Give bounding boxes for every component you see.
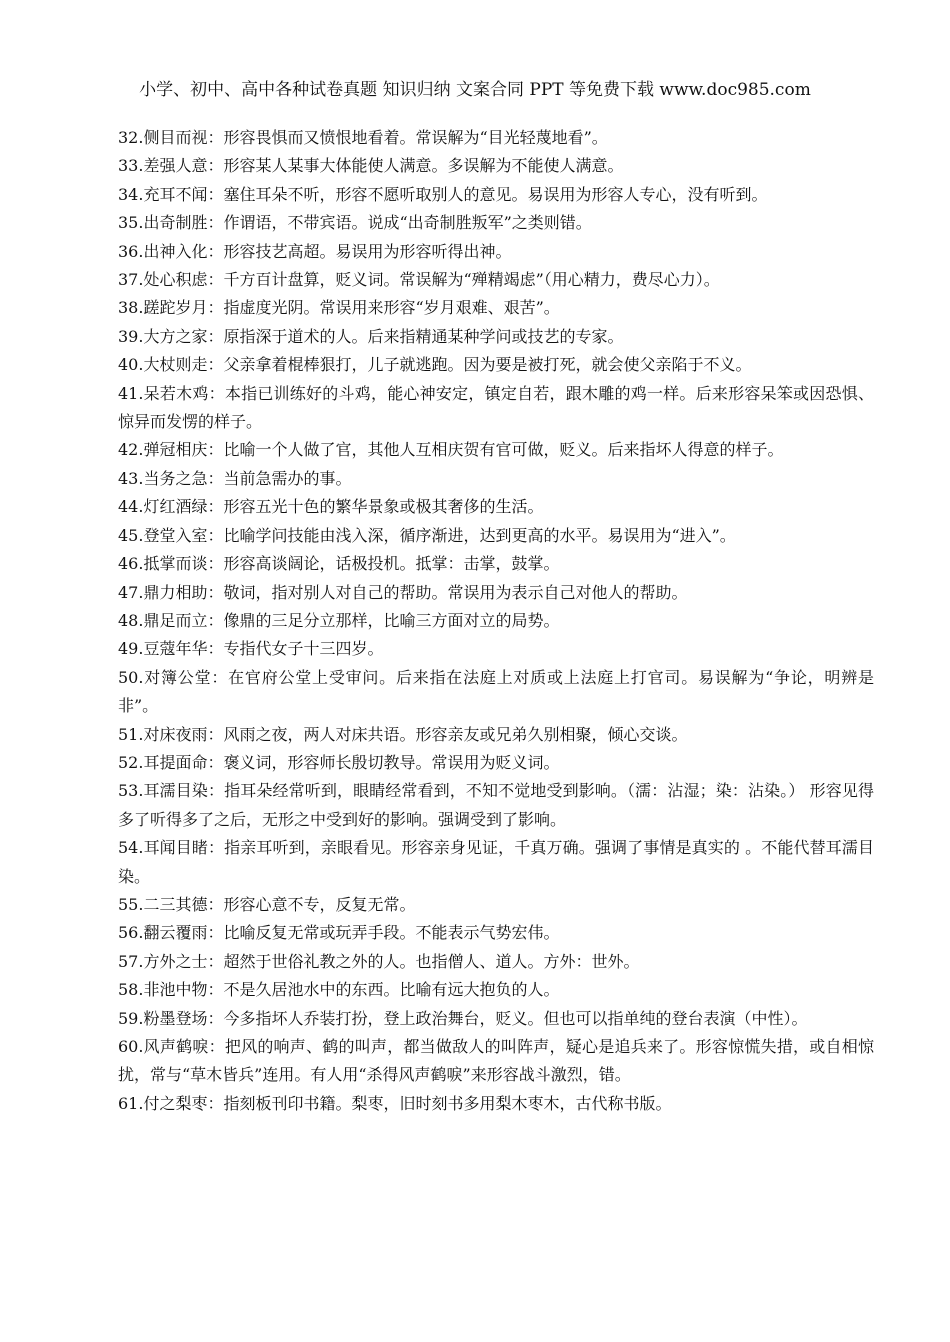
idiom-entry: 45.登堂入室：比喻学问技能由浅入深，循序渐进，达到更高的水平。易误用为“进入”。 [118, 525, 736, 545]
idiom-entry: 49.豆蔻年华：专指代女子十三四岁。 [118, 639, 384, 659]
idiom-entry: 33.差强人意：形容某人某事大体能使人满意。多误解为不能使人满意。 [118, 156, 624, 176]
idiom-entry: 40.大杖则走：父亲拿着棍棒狠打，儿子就逃跑。因为要是被打死，就会使父亲陷于不义。 [118, 355, 752, 375]
idiom-entry: 36.出神入化：形容技艺高超。易误用为形容听得出神。 [118, 241, 512, 261]
idiom-entry: 60.风声鹤唳：把风的响声、鹤的叫声，都当做敌人的叫阵声，疑心是追兵来了。形容惊慌失措，或自相惊扰，常与“草木皆兵”连用。有人用“杀得风声鹤唳”来形容战斗激烈，错。 [118, 1037, 874, 1085]
idiom-entry: 43.当务之急：当前急需办的事。 [118, 468, 352, 488]
idiom-entry: 48.鼎足而立：像鼎的三足分立那样，比喻三方面对立的局势。 [118, 610, 560, 630]
idiom-entry: 53.耳濡目染：指耳朵经常听到，眼睛经常看到，不知不觉地受到影响。（濡：沾湿；染：沾染。） 形容见得多了听得多了之后，无形之中受到好的影响。强调受到了影响。 [118, 781, 874, 829]
idiom-list [118, 124, 874, 1118]
idiom-entry: 55.二三其德：形容心意不专，反复无常。 [118, 894, 416, 914]
idiom-entry: 52.耳提面命：褒义词，形容师长殷切教导。常误用为贬义词。 [118, 752, 560, 772]
idiom-entry: 44.灯红酒绿：形容五光十色的繁华景象或极其奢侈的生活。 [118, 497, 544, 517]
idiom-entry: 32.侧目而视：形容畏惧而又愤恨地看着。常误解为“目光轻蔑地看”。 [118, 128, 608, 147]
idiom-entry: 61.付之梨枣：指刻板刊印书籍。梨枣，旧时刻书多用梨木枣木，古代称书版。 [118, 1093, 672, 1113]
idiom-entry: 51.对床夜雨：风雨之夜，两人对床共语。形容亲友或兄弟久别相聚，倾心交谈。 [118, 724, 688, 744]
idiom-entry: 39.大方之家：原指深于道术的人。后来指精通某种学问或技艺的专家。 [118, 326, 624, 346]
idiom-entry: 35.出奇制胜：作谓语，不带宾语。说成“出奇制胜叛军”之类则错。 [118, 213, 592, 233]
idiom-entry: 56.翻云覆雨：比喻反复无常或玩弄手段。不能表示气势宏伟。 [118, 923, 560, 943]
idiom-entry: 57.方外之士：超然于世俗礼教之外的人。也指僧人、道人。方外：世外。 [118, 951, 640, 971]
idiom-entry: 37.处心积虑：千方百计盘算，贬义词。常误解为“殚精竭虑”（用心精力，费尽心力）。 [118, 270, 720, 290]
idiom-entry: 50.对簿公堂：在官府公堂上受审问。后来指在法庭上对质或上法庭上打官司。易误解为“争论，明辨是非”。 [118, 667, 874, 716]
idiom-entry: 46.抵掌而谈：形容高谈阔论，话极投机。抵掌：击掌，鼓掌。 [118, 554, 560, 574]
idiom-entry: 47.鼎力相助：敬词，指对别人对自己的帮助。常误用为表示自己对他人的帮助。 [118, 582, 688, 602]
idiom-entry: 54.耳闻目睹：指亲耳听到，亲眼看见。形容亲身见证，千真万确。强调了事情是真实的 。不能代替耳濡目染。 [118, 838, 874, 886]
idiom-entry: 59.粉墨登场：今多指坏人乔装打扮，登上政治舞台，贬义。但也可以指单纯的登台表演（中性）。 [118, 1008, 808, 1028]
idiom-entry: 58.非池中物：不是久居池水中的东西。比喻有远大抱负的人。 [118, 980, 560, 1000]
page-header: 小学、初中、高中各种试卷真题 知识归纳 文案合同 PPT 等免费下载 www.doc985.com [139, 80, 811, 100]
idiom-entry: 38.蹉跎岁月：指虚度光阴。常误用来形容“岁月艰难、艰苦”。 [118, 298, 560, 318]
idiom-entry: 41.呆若木鸡：本指已训练好的斗鸡，能心神安定，镇定自若，跟木雕的鸡一样。后来形容呆笨或因恐惧、惊异而发愣的样子。 [118, 383, 874, 432]
idiom-entry: 34.充耳不闻：塞住耳朵不听，形容不愿听取别人的意见。易误用为形容人专心，没有听到。 [118, 184, 768, 204]
idiom-entry: 42.弹冠相庆：比喻一个人做了官，其他人互相庆贺有官可做，贬义。后来指坏人得意的样子。 [118, 440, 784, 460]
